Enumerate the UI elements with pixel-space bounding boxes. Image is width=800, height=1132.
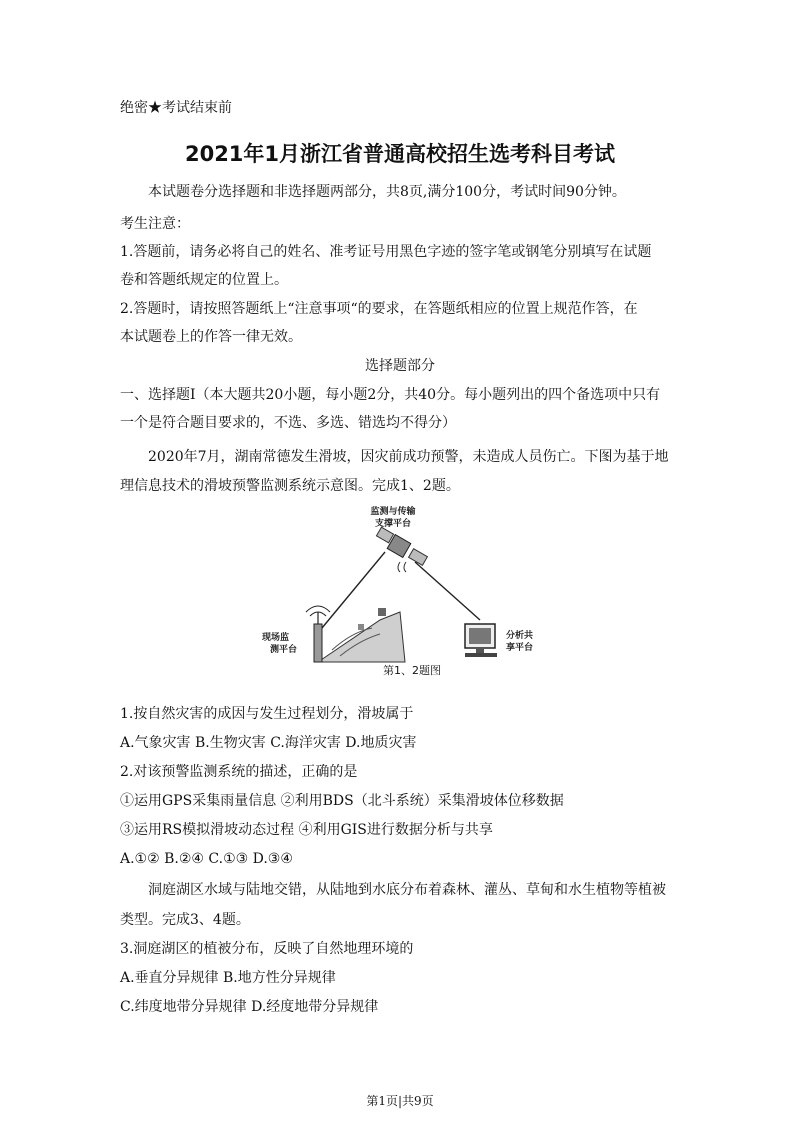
figure-caption: 第1、2题图 [383,664,441,677]
question-3-options-2: C.纬度地带分异规律 D.经度地带分异规律 [120,999,379,1015]
figure-label-right-1: 分析共 [506,631,534,641]
question-2-statements-2: ③运用RS模拟滑坡动态过程 ④利用GIS进行数据分析与共享 [120,822,493,838]
part1-line1: 一、选择题Ⅰ（本大题共20小题，每小题2分，共40分。每小题列出的四个备选项中只有 [120,387,661,403]
antenna-tower-icon [306,606,330,662]
computer-monitor-icon [465,624,497,657]
question-3-options-1: A.垂直分异规律 B.地方性分异规律 [120,970,336,986]
passage1-line1: 2020年7月，湖南常德发生滑坡，因灾前成功预警，未造成人员伤亡。下图为基于地 [148,449,669,465]
figure-label-top-1: 监测与传输 [370,507,416,517]
figure-label-left-2: 测平台 [270,645,298,655]
confidential-note: 绝密★考试结束前 [120,100,232,116]
passage2-line1: 洞庭湖区水域与陆地交错，从陆地到水底分布着森林、灌丛、草甸和水生植物等植被 [148,882,666,898]
notice-1-line2: 卷和答题纸规定的位置上。 [120,272,288,288]
page-footer: 第1页|共9页 [366,1094,434,1108]
question-2-statements-1: ①运用GPS采集雨量信息 ②利用BDS（北斗系统）采集滑坡体位移数据 [120,793,564,809]
notice-heading: 考生注意： [120,216,190,232]
landslide-monitoring-figure [260,500,550,690]
figure-label-left-1: 现场监 [262,633,290,643]
section-title: 选择题部分 [365,358,435,374]
notice-1-line1: 1.答题前，请务必将自己的姓名、准考证号用黑色字迹的签字笔或钢笔分别填写在试题 [120,244,652,260]
passage1-line2: 理信息技术的滑坡预警监测系统示意图。完成1、2题。 [120,478,460,494]
satellite-icon [376,527,427,572]
link-line-left [322,552,385,628]
question-1: 1.按自然灾害的成因与发生过程划分，滑坡属于 [120,706,414,722]
figure-label-right-2: 享平台 [506,643,534,653]
page-title: 2021年1月浙江省普通高校招生选考科目考试 [184,142,616,166]
notice-2-line2: 本试题卷上的作答一律无效。 [120,329,302,345]
passage2-line2: 类型。完成3、4题。 [120,912,250,928]
link-line-right [415,562,480,620]
part1-line2: 一个是符合题目要求的，不选、多选、错选均不得分） [120,415,456,431]
question-3: 3.洞庭湖区的植被分布，反映了自然地理环境的 [120,941,414,957]
question-2-options: A.①② B.②④ C.①③ D.③④ [120,851,293,867]
intro-text: 本试题卷分选择题和非选择题两部分，共8页,满分100分，考试时间90分钟。 [148,184,626,200]
question-2: 2.对该预警监测系统的描述，正确的是 [120,764,358,780]
question-1-options: A.气象灾害 B.生物灾害 C.海洋灾害 D.地质灾害 [120,735,417,751]
notice-2-line1: 2.答题时，请按照答题纸上“注意事项“的要求，在答题纸相应的位置上规范作答，在 [120,301,638,317]
figure-label-top-2: 支撑平台 [374,519,412,529]
